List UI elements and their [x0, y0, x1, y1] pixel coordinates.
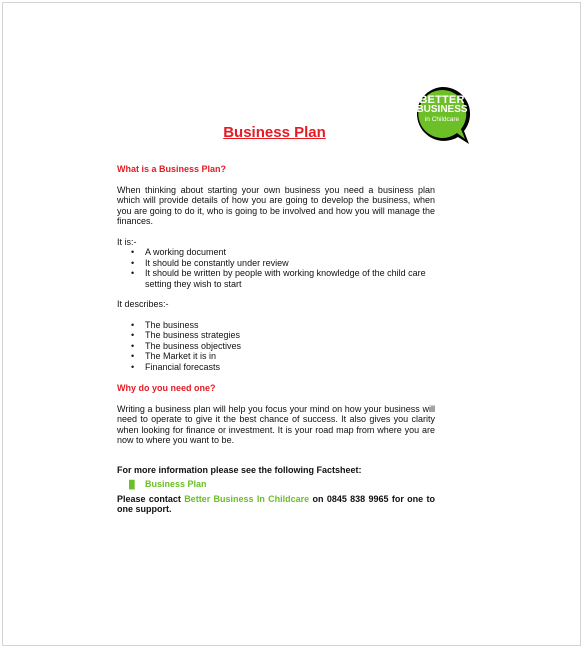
it-is-list [117, 247, 435, 289]
page-title [0, 124, 585, 141]
list-item: • The Market it is in [117, 351, 435, 362]
list-item: • The business [117, 320, 435, 331]
list-item: • Financial forecasts [117, 362, 435, 373]
contact-prefix: Please contact [117, 493, 181, 504]
section2-heading: Why do you need one? [117, 383, 216, 393]
page-title-text: Business Plan [223, 124, 326, 141]
list-item: • It should be constantly under review [117, 258, 435, 269]
list-item: • The business strategies [117, 330, 435, 341]
contact-suffix: on 0845 838 9965 for one to one support. [117, 493, 435, 514]
list-item: • A working document [117, 247, 435, 258]
list-item: • The business objectives [117, 341, 435, 352]
document-body [117, 164, 435, 515]
factsheet-bullet-icon: █ [129, 480, 135, 489]
describes-label: It describes:- [117, 299, 169, 309]
describes-list [117, 320, 435, 373]
logo-line3: in Childcare [424, 116, 460, 123]
section1-paragraph: When thinking about starting your own business you need a business plan which will provide details of how you are going to develop the business, when you are going to do it, who is going to be involved and how you will manage the finances. [117, 184, 435, 226]
logo-line2: BUSINESS [416, 104, 468, 115]
contact-line [117, 494, 435, 515]
section2-paragraph: Writing a business plan will help you focus your mind on how your business will need to operate to give it the best chance of success. It also gives you clarity when looking for finance or investment. It is your road map from where you are now to where you want to be. [117, 403, 435, 445]
more-info-label: For more information please see the following Factsheet: [117, 464, 362, 475]
list-item: • It should be written by people with working knowledge of the child care setting they wish to start [117, 268, 435, 289]
it-is-label: It is:- [117, 236, 137, 247]
section1-heading: What is a Business Plan? [117, 164, 227, 174]
factsheet-link[interactable]: Business Plan [145, 479, 207, 489]
logo-line1: BETTER [419, 94, 465, 106]
factsheet-item [117, 479, 435, 490]
contact-org-link[interactable]: Better Business In Childcare [184, 493, 310, 504]
